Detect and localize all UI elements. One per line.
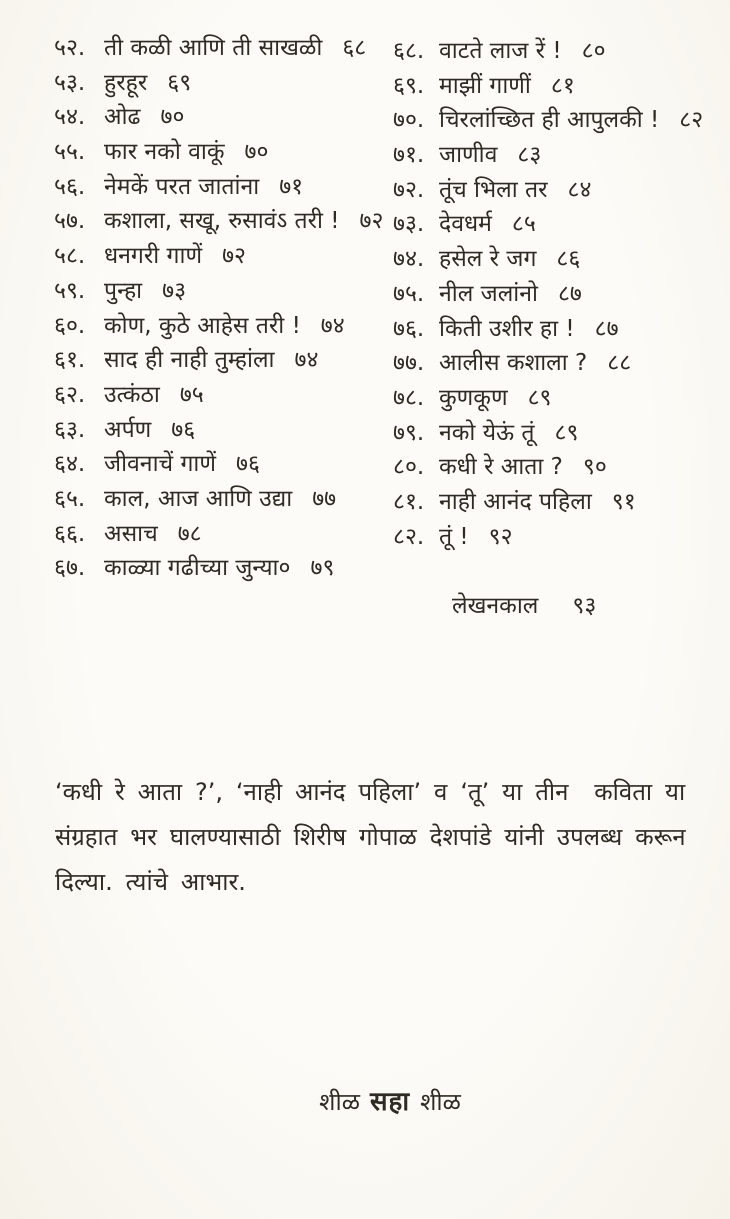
- entry-title: कुणकूण: [439, 384, 508, 411]
- entry-number: ६१.: [54, 347, 86, 374]
- toc-entry: [393, 311, 723, 346]
- toc-entry: [54, 308, 399, 343]
- entry-title: ओढ: [104, 104, 141, 131]
- entry-number: ५७.: [54, 208, 86, 235]
- entry-title: साद ही नाही तुम्हांला: [104, 347, 275, 374]
- entry-page: ८९: [554, 419, 579, 446]
- entry-page: ७६: [171, 416, 196, 443]
- footer-word-left: शीळ: [319, 1088, 360, 1116]
- toc-entry: [54, 273, 399, 308]
- entry-title: जाणीव: [439, 142, 498, 169]
- toc-entry: [54, 169, 399, 204]
- entry-title: काल, आज आणि उद्या: [104, 485, 293, 512]
- toc-entry: [54, 238, 399, 273]
- toc-entry: [54, 377, 399, 412]
- entry-number: ८२.: [393, 523, 425, 550]
- toc-entry: [393, 206, 723, 241]
- entry-number: ८१.: [393, 488, 425, 515]
- toc-entry: [393, 415, 723, 450]
- entry-title: अर्पण: [104, 416, 152, 443]
- entry-number: ६२.: [54, 381, 86, 408]
- entry-title: आलीस कशाला ?: [439, 350, 588, 377]
- toc-entry: [54, 99, 399, 134]
- entry-number: ६८.: [393, 38, 425, 64]
- entry-page: ८९: [527, 384, 552, 411]
- note-line: संग्रहात भर घालण्यासाठी शिरीष गोपाळ देशपांडे यांनी उपलब्ध करून: [55, 823, 686, 851]
- entry-number: ६५.: [54, 485, 86, 512]
- entry-title: पुन्हा: [104, 277, 143, 304]
- toc-column-right: [393, 33, 723, 553]
- toc-entry: [54, 30, 399, 65]
- entry-page: ९३: [572, 593, 597, 619]
- entry-page: ६९: [167, 69, 192, 96]
- entry-page: ९१: [611, 488, 636, 515]
- entry-page: ९०: [582, 454, 607, 481]
- entry-number: ६९.: [393, 72, 425, 99]
- entry-title: धनगरी गाणें: [104, 243, 203, 270]
- entry-title: कशाला, सखू, रुसावंऽ तरी !: [104, 208, 340, 235]
- entry-page: ७०: [244, 139, 269, 166]
- entry-page: ८७: [557, 280, 582, 307]
- entry-page: ७७: [312, 485, 337, 512]
- entry-number: ६०.: [54, 312, 86, 339]
- entry-number: ७१.: [393, 142, 425, 169]
- entry-number: ६७.: [54, 555, 86, 582]
- entry-title: कधी रे आता ?: [439, 454, 563, 481]
- entry-page: ७४: [320, 312, 345, 339]
- entry-number: ७८.: [393, 384, 425, 411]
- toc-entry: [54, 342, 399, 377]
- entry-title: माझीं गाणीं: [439, 72, 531, 99]
- footer-word-right: शीळ: [420, 1088, 461, 1116]
- entry-number: ५९.: [54, 277, 86, 304]
- toc-entry: [54, 134, 399, 169]
- entry-number: ५४.: [54, 104, 86, 131]
- toc-entry: [393, 519, 723, 554]
- entry-page: ८२: [679, 107, 704, 134]
- footer-word-center: सहा: [369, 1087, 411, 1117]
- toc-entry: [393, 276, 723, 311]
- entry-number: ५३.: [54, 69, 86, 96]
- entry-page: ८०: [581, 38, 606, 64]
- entry-page: ७०: [160, 104, 185, 131]
- entry-title: देवधर्म: [439, 211, 492, 238]
- entry-title: नेमकें परत जातांना: [104, 173, 260, 200]
- entry-number: ७३.: [393, 211, 425, 238]
- entry-title: जीवनाचें गाणें: [104, 451, 216, 478]
- entry-page: ८५: [511, 211, 536, 238]
- entry-page: ७९: [310, 555, 335, 582]
- entry-page: ८६: [556, 246, 581, 273]
- toc-entry-lekhankal: [452, 588, 596, 620]
- entry-page: ७१: [279, 173, 304, 200]
- entry-number: ७०.: [393, 107, 425, 134]
- entry-number: ६४.: [54, 451, 86, 478]
- entry-title: तूंच भिला तर: [439, 176, 548, 203]
- entry-title: तूं !: [439, 523, 469, 550]
- entry-page: ९२: [488, 523, 513, 550]
- entry-title: काळ्या गढीच्या जुन्या०: [104, 555, 291, 582]
- entry-title: फार नको वाकूं: [104, 139, 225, 166]
- entry-title: नाही आनंद पहिला: [439, 488, 592, 515]
- entry-number: ७९.: [393, 419, 425, 446]
- entry-title: चिरलांच्छित ही आपुलकी !: [439, 107, 660, 134]
- footer-catchword: [25, 1082, 730, 1118]
- toc-entry: [54, 203, 399, 238]
- toc-column-left: [54, 30, 399, 585]
- entry-page: ८१: [550, 72, 575, 99]
- entry-number: ७५.: [393, 280, 425, 307]
- toc-entry: [54, 481, 399, 516]
- entry-number: ७२.: [393, 176, 425, 203]
- entry-number: ५२.: [54, 35, 86, 61]
- entry-page: ८४: [567, 176, 592, 203]
- entry-page: ७८: [177, 520, 202, 547]
- entry-page: ७२: [222, 243, 246, 270]
- entry-page: ७२: [359, 208, 384, 235]
- toc-entry: [54, 412, 399, 447]
- toc-entry: [54, 516, 399, 551]
- toc-entry: [393, 449, 723, 484]
- entry-title: लेखनकाल: [452, 593, 539, 619]
- entry-number: ७४.: [393, 246, 425, 273]
- entry-title: किती उशीर हा !: [439, 315, 575, 342]
- acknowledgement-note: [55, 770, 715, 905]
- entry-title: ती कळी आणि ती साखळी: [104, 35, 323, 61]
- toc-entry: [54, 446, 399, 481]
- entry-title: हसेल रे जग: [439, 246, 537, 273]
- entry-page: ८७: [594, 315, 619, 342]
- toc-entry: [393, 102, 723, 137]
- toc-entry: [393, 137, 723, 172]
- note-line: ‘कधी रे आता ?’, ‘नाही आनंद पहिला’ व ‘तू’ या तीन कविता या: [55, 778, 686, 806]
- toc-entry: [393, 345, 723, 380]
- toc-entry: [393, 68, 723, 103]
- entry-title: वाटते लाज रें !: [439, 38, 562, 64]
- entry-number: ८०.: [393, 454, 425, 481]
- entry-title: असाच: [104, 520, 158, 547]
- toc-entry: [393, 241, 723, 276]
- toc-entry: [393, 172, 723, 207]
- entry-page: ७६: [235, 451, 260, 478]
- entry-title: उत्कंठा: [104, 381, 160, 408]
- entry-page: ८८: [607, 350, 632, 377]
- entry-page: ६८: [342, 35, 367, 61]
- entry-number: ५५.: [54, 139, 86, 166]
- entry-number: ५८.: [54, 243, 86, 270]
- entry-number: ५६.: [54, 173, 86, 200]
- entry-number: ७७.: [393, 350, 425, 377]
- note-line: दिल्या. त्यांचे आभार.: [55, 868, 246, 896]
- entry-page: ८३: [517, 142, 542, 169]
- entry-page: ७४: [294, 347, 319, 374]
- entry-number: ६३.: [54, 416, 86, 443]
- entry-title: हुरहूर: [104, 69, 148, 96]
- entry-title: नको येऊं तूं: [439, 419, 535, 446]
- toc-entry: [393, 484, 723, 519]
- entry-title: कोण, कुठे आहेस तरी !: [104, 312, 301, 339]
- toc-entry: [393, 33, 723, 68]
- entry-title: नील जलांनो: [439, 280, 538, 307]
- entry-number: ७६.: [393, 315, 425, 342]
- toc-entry: [54, 65, 399, 100]
- entry-number: ६६.: [54, 520, 86, 547]
- entry-page: ७५: [179, 381, 204, 408]
- toc-entry: [393, 380, 723, 415]
- entry-page: ७३: [162, 277, 187, 304]
- toc-entry: [54, 550, 399, 585]
